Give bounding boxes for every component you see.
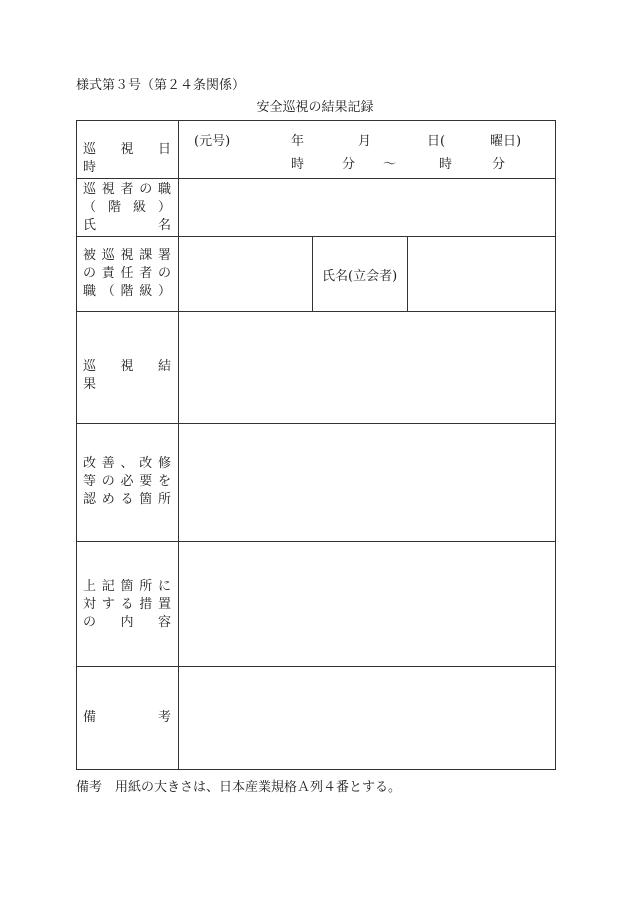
range-tilde: ～ — [383, 157, 397, 172]
row-divider — [77, 666, 555, 667]
label-measures: 上記箇所に 対する措置 の内容 — [83, 579, 197, 630]
label-patrol-datetime: 巡 視 日 時 — [83, 142, 185, 175]
row-divider — [77, 423, 555, 424]
document-title: 安全巡視の結果記録 — [256, 100, 374, 115]
weekday-label: 曜日) — [490, 134, 522, 149]
label-remarks: 備 考 — [83, 710, 171, 725]
witness-divider-left — [312, 236, 313, 311]
row-divider — [77, 541, 555, 542]
year-label: 年 — [291, 134, 305, 149]
label-patroller: 巡視者の職 （ 階 級 ） 氏 名 — [83, 182, 171, 233]
record-table — [76, 120, 556, 770]
row-divider — [77, 311, 555, 312]
witness-name-label: 氏名(立会者) — [322, 269, 398, 284]
minute-end-label: 分 — [492, 157, 506, 172]
row-divider — [77, 236, 555, 237]
label-column-divider — [178, 121, 179, 769]
label-responsible-person: 被巡視課署 の責任者の 職（階級） — [83, 248, 171, 299]
witness-divider-right — [407, 236, 408, 311]
form-number: 様式第３号（第２４条関係） — [76, 78, 246, 93]
label-patrol-result: 巡 視 結 果 — [83, 359, 185, 392]
era-label: (元号) — [194, 134, 231, 149]
label-improvement-locations: 改善、改修 等の必要を 認める箇所 — [83, 456, 171, 507]
hour-start-label: 時 — [291, 157, 305, 172]
paper-size-note: 備考 用紙の大きさは、日本産業規格Ａ列４番とする。 — [76, 780, 402, 795]
minute-start-label: 分 — [342, 157, 356, 172]
month-label: 月 — [358, 134, 372, 149]
hour-end-label: 時 — [439, 157, 453, 172]
day-label: 日( — [427, 134, 446, 149]
row-divider — [77, 178, 555, 179]
